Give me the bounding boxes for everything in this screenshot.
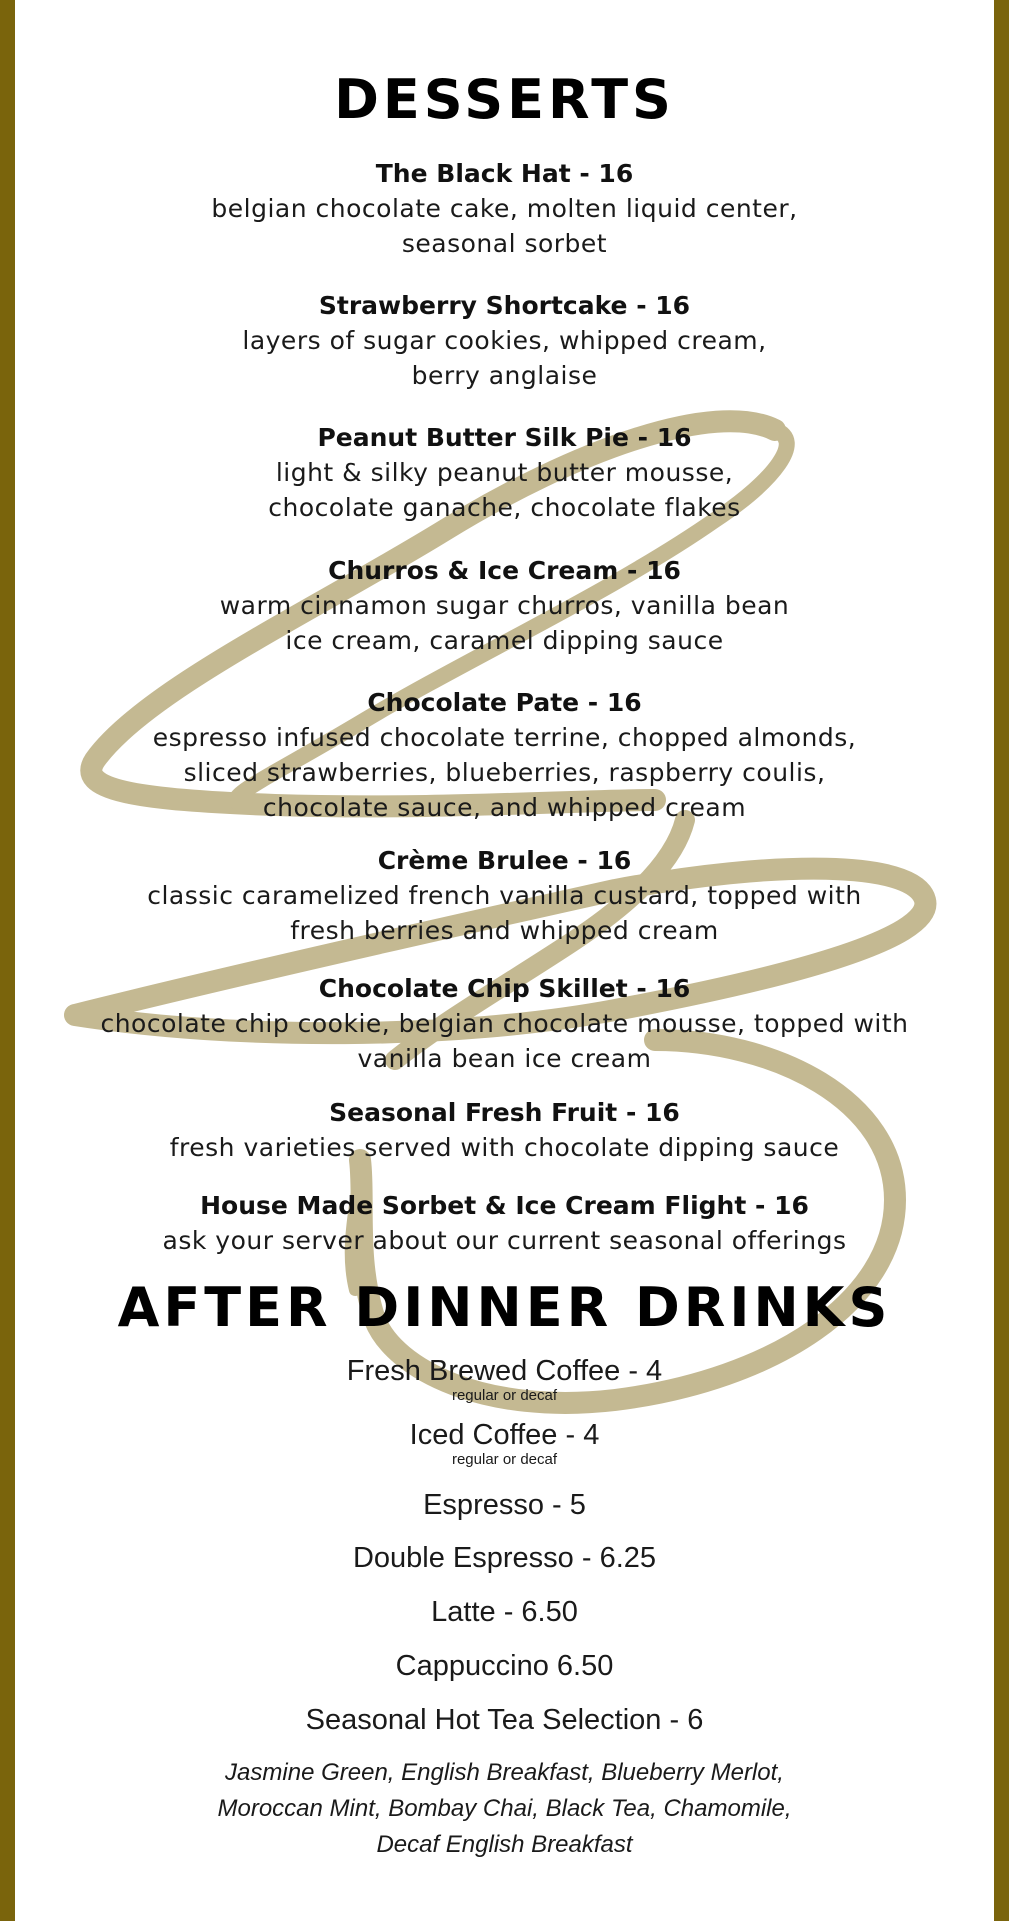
dessert-name: Seasonal Fresh Fruit - 16 [329,1098,680,1127]
drink-item-iced-coffee [15,1418,994,1468]
dessert-description: layers of sugar cookies, whipped cream, berry anglaise [242,326,767,390]
tea-selection-list: Jasmine Green, English Breakfast, Blueberry Merlot, Moroccan Mint, Bombay Chai, Black Tea, Chamomile, Decaf English Breakfast [217,1759,792,1858]
dessert-name: Strawberry Shortcake - 16 [318,291,691,320]
dessert-description: light & silky peanut butter mousse, chocolate ganache, chocolate flakes [268,458,741,522]
dessert-description: chocolate chip cookie, belgian chocolate mousse, topped with vanilla bean ice cream [100,1009,909,1073]
dessert-item-black-hat [15,156,994,261]
dessert-item-creme-brulee [15,843,994,948]
after-dinner-drinks-heading: AFTER DINNER DRINKS [117,1276,892,1339]
drink-item-cappuccino [15,1649,994,1683]
drink-name: Iced Coffee - 4 [409,1419,600,1451]
dessert-description: espresso infused chocolate terrine, chopped almonds, sliced strawberries, blueberries, raspberry coulis, chocolate sauce, and whipped cream [152,723,857,822]
drink-item-espresso [15,1488,994,1522]
dessert-name: Peanut Butter Silk Pie - 16 [317,423,692,452]
dessert-description: ask your server about our current seasonal offerings [162,1226,847,1255]
dessert-description: belgian chocolate cake, molten liquid center, seasonal sorbet [211,194,798,258]
drink-item-double-espresso [15,1541,994,1575]
drink-name: Espresso - 5 [423,1489,586,1521]
dessert-item-chocolate-pate [15,685,994,825]
dessert-name: Chocolate Pate - 16 [367,688,642,717]
drink-name: Latte - 6.50 [431,1596,578,1628]
dessert-name: Chocolate Chip Skillet - 16 [318,974,691,1003]
drink-name: Double Espresso - 6.25 [352,1542,657,1574]
drink-name: Cappuccino 6.50 [395,1650,614,1682]
dessert-item-seasonal-fruit [15,1095,994,1165]
desserts-heading: DESSERTS [334,68,675,131]
drink-item-hot-tea [15,1703,994,1737]
drink-item-fresh-brewed-coffee [15,1354,994,1404]
dessert-name: Churros & Ice Cream - 16 [328,556,681,585]
drink-name: Seasonal Hot Tea Selection - 6 [305,1704,704,1736]
dessert-item-sorbet-flight [15,1188,994,1258]
dessert-item-strawberry-shortcake [15,288,994,393]
dessert-item-peanut-butter-pie [15,420,994,525]
dessert-description: classic caramelized french vanilla custard, topped with fresh berries and whipped cream [147,881,862,945]
dessert-description: warm cinnamon sugar churros, vanilla bean ice cream, caramel dipping sauce [219,591,790,655]
dessert-name: House Made Sorbet & Ice Cream Flight - 16 [200,1191,809,1220]
dessert-name: The Black Hat - 16 [375,159,634,188]
drink-item-latte [15,1595,994,1629]
dessert-item-chocolate-chip-skillet [15,971,994,1076]
drink-name: Fresh Brewed Coffee - 4 [346,1355,663,1387]
dessert-description: fresh varieties served with chocolate dipping sauce [169,1133,840,1162]
dessert-name: Crème Brulee - 16 [377,846,632,875]
menu-page [15,0,994,1921]
drink-note: regular or decaf [451,1451,558,1468]
dessert-item-churros [15,553,994,658]
drink-note: regular or decaf [451,1387,558,1404]
